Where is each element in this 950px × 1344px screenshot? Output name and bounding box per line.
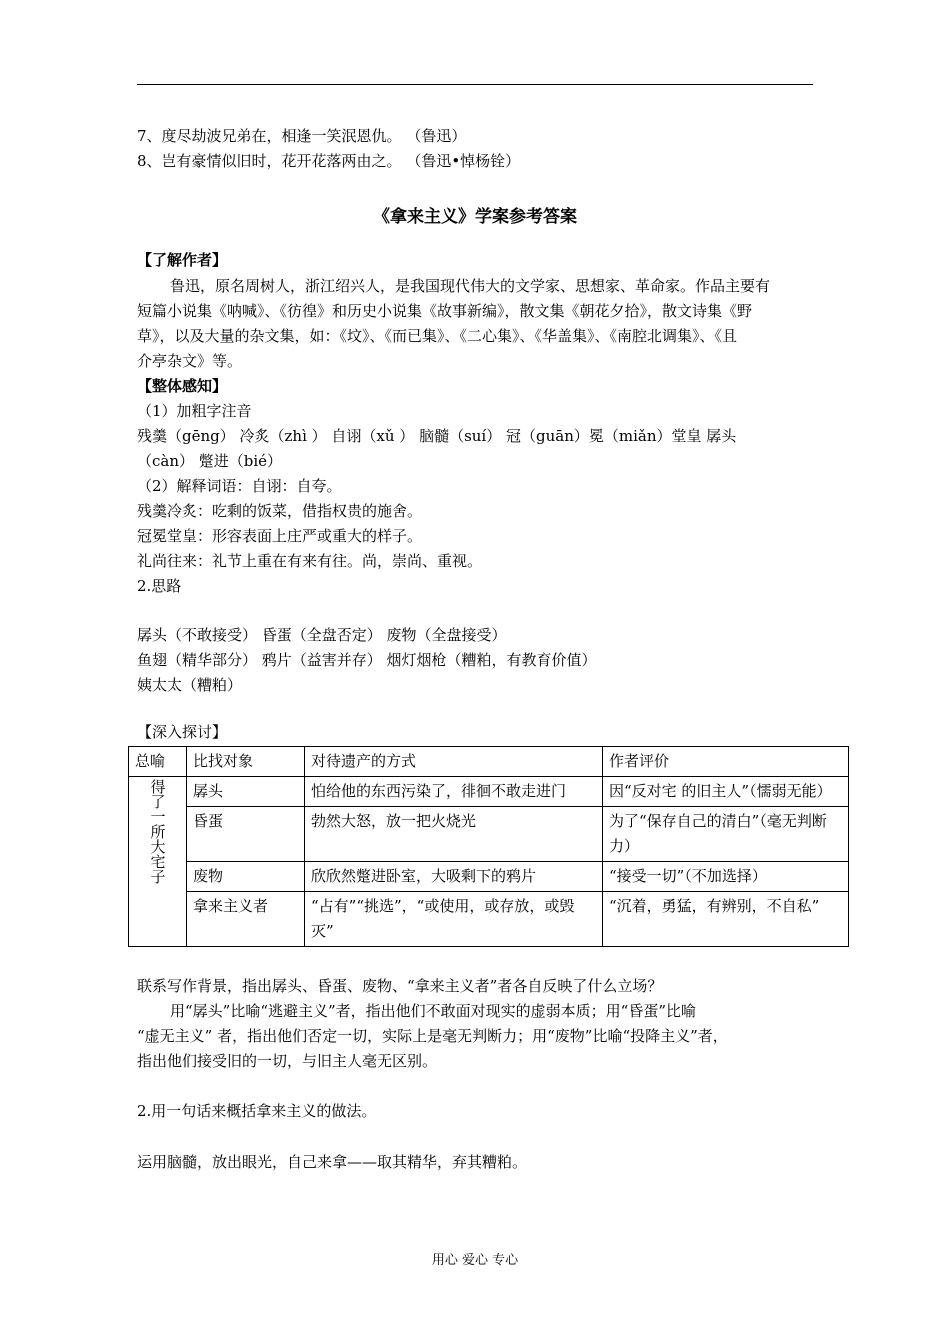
- object-cell: 拿来主义者: [187, 892, 305, 947]
- way-cell: 欣欣然蹩进卧室，大吸剩下的鸦片: [305, 862, 603, 892]
- table-row: [129, 807, 849, 862]
- answer-1-line-3: 指出他们接受旧的一切，与旧主人毫无区别。: [137, 1052, 438, 1070]
- header-cell: 对待遗产的方式: [305, 747, 603, 777]
- idea-line-2: 鱼翅（精华部分） 鸦片（益害并存） 烟灯烟枪（糟粕，有教育价值）: [137, 651, 597, 669]
- author-para-line-2: 短篇小说集《呐喊》、《彷徨》和历史小说集《故事新编》，散文集《朝花夕拾》，散文诗集《野: [137, 302, 753, 320]
- header-cell: 比找对象: [187, 747, 305, 777]
- idea-line-1: 孱头（不敢接受） 昏蛋（全盘否定） 废物（全盘接受）: [137, 626, 507, 644]
- definition-3: 礼尚往来：礼节上重在有来有往。尚，崇尚、重视。: [137, 552, 483, 570]
- answer-2: 运用脑髓，放出眼光，自己来拿——取其精华，弃其糟粕。: [137, 1153, 528, 1171]
- answer-1-line-1: 用“孱头”比喻“逃避主义”者，指出他们不敢面对现实的虚弱本质；用“昏蛋”比喻: [170, 1002, 697, 1020]
- way-cell: 怕给他的东西污染了，徘徊不敢走进门: [305, 777, 603, 807]
- table-header-row: [129, 747, 849, 777]
- total-metaphor-cell: [129, 777, 187, 947]
- table-row: [129, 777, 849, 807]
- author-para-line-1: 鲁迅，原名周树人，浙江绍兴人，是我国现代伟大的文学家、思想家、革命家。作品主要有: [170, 277, 771, 295]
- answer-1-line-2: “虚无主义” 者，指出他们否定一切，实际上是毫无判断力；用“废物”比喻“投降主义”者，: [137, 1027, 728, 1045]
- object-cell: 孱头: [187, 777, 305, 807]
- quote-line-8: 8、岂有豪情似旧时，花开花落两由之。 （鲁迅•悼杨铨）: [137, 152, 521, 170]
- object-cell: 废物: [187, 862, 305, 892]
- explain-subheading: （2）解释词语：自诩：自夸。: [137, 477, 342, 495]
- page-footer: 用心 爱心 专心: [431, 1253, 519, 1268]
- evaluation-cell: 因“反对宅 的旧主人”（懦弱无能）: [603, 777, 849, 807]
- definition-1: 残羹冷炙：吃剩的饭菜，借指权贵的施舍。: [137, 502, 423, 520]
- pinyin-line-2: （càn） 蹩进（bié）: [137, 452, 283, 470]
- way-cell: “占有”“挑选”，“或使用，或存放，或毁灭”: [305, 892, 603, 947]
- way-cell: 勃然大怒，放一把火烧光: [305, 807, 603, 862]
- table-row: [129, 892, 849, 947]
- evaluation-cell: “接受一切”（不加选择）: [603, 862, 849, 892]
- table-row: [129, 862, 849, 892]
- pinyin-subheading: （1）加粗字注音: [137, 402, 252, 420]
- question-2: 2.用一句话来概括拿来主义的做法。: [137, 1102, 377, 1120]
- evaluation-cell: 为了“保存自己的清白”（毫无判断力）: [603, 807, 849, 862]
- evaluation-cell: “沉着，勇猛，有辨别，不自私”: [603, 892, 849, 947]
- analysis-table: [128, 746, 849, 947]
- idea-subheading: 2.思路: [137, 577, 182, 595]
- overall-heading: 【整体感知】: [137, 377, 228, 395]
- quote-line-7: 7、度尽劫波兄弟在，相逢一笑泯恩仇。 （鲁迅）: [137, 127, 467, 145]
- idea-line-3: 姨太太（糟粕）: [137, 676, 243, 694]
- header-rule: [137, 84, 813, 85]
- author-heading: 【了解作者】: [137, 251, 228, 269]
- author-para-line-4: 介亭杂文》等。: [137, 352, 243, 370]
- object-cell: 昏蛋: [187, 807, 305, 862]
- author-para-line-3: 草》，以及大量的杂文集，如：《坟》、《而已集》、《二心集》、《华盖集》、《南腔北调集》、《且: [137, 327, 738, 345]
- definition-2: 冠冕堂皇：形容表面上庄严或重大的样子。: [137, 527, 423, 545]
- header-cell: 总喻: [129, 747, 187, 777]
- page-title: 《拿来主义》学案参考答案: [373, 207, 577, 227]
- pinyin-line-1: 残羹（gēng） 冷炙（zhì ） 自诩（xǔ ） 脑髓（suí） 冠（guān）冕（miǎn）堂皇 孱头: [137, 427, 737, 445]
- header-cell: 作者评价: [603, 747, 849, 777]
- question-1: 联系写作背景，指出孱头、昏蛋、废物、“拿来主义者”者各自反映了什么立场？: [137, 977, 663, 995]
- total-metaphor-text: 得了一所大宅子: [148, 779, 167, 884]
- deep-heading: 【深入探讨】: [137, 723, 228, 741]
